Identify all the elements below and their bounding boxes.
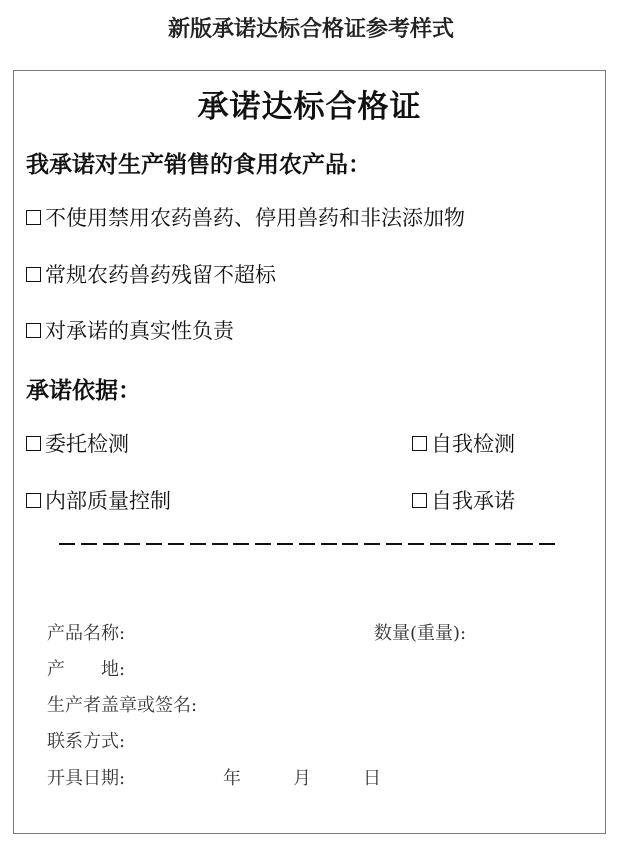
certificate-card — [13, 70, 606, 834]
checkbox[interactable] — [26, 493, 41, 508]
dash-segment — [233, 543, 249, 545]
dash-segment — [168, 543, 184, 545]
issue-date-month: 月 — [293, 768, 311, 789]
dash-segment — [408, 543, 424, 545]
pledge-item-residue-limit — [26, 259, 276, 289]
certificate-title: 承诺达标合格证 — [197, 89, 422, 125]
checkbox[interactable] — [26, 323, 41, 338]
basis-item-internal-control — [26, 485, 171, 515]
dash-segment — [277, 543, 293, 545]
dash-segment — [386, 543, 402, 545]
pledge-item-authenticity — [26, 315, 234, 345]
pledge-heading: 我承诺对生产销售的食用农产品： — [26, 152, 371, 178]
pledge-item-label: 对承诺的真实性负责 — [45, 319, 234, 343]
checkbox[interactable] — [26, 210, 41, 225]
checkbox[interactable] — [412, 493, 427, 508]
dash-segment — [59, 543, 75, 545]
dash-segment — [517, 543, 533, 545]
basis-item-label: 内部质量控制 — [45, 489, 171, 513]
producer-seal-field: 生产者盖章或签名: — [47, 695, 198, 716]
dash-segment — [124, 543, 140, 545]
dash-segment — [299, 543, 315, 545]
dash-segment — [103, 543, 119, 545]
product-name-field: 产品名称: — [47, 623, 126, 644]
pledge-item-no-banned-drugs — [26, 202, 465, 232]
pledge-item-label: 常规农药兽药残留不超标 — [45, 263, 276, 287]
issue-date-day: 日 — [363, 768, 381, 789]
checkbox[interactable] — [26, 436, 41, 451]
dash-segment — [146, 543, 162, 545]
dash-segment — [321, 543, 337, 545]
dash-segment — [255, 543, 271, 545]
dash-segment — [364, 543, 380, 545]
basis-item-self-test — [412, 428, 515, 458]
quantity-field: 数量(重量): — [374, 623, 467, 644]
pledge-item-label: 不使用禁用农药兽药、停用兽药和非法添加物 — [45, 206, 465, 230]
basis-item-self-commitment — [412, 485, 515, 515]
basis-item-label: 委托检测 — [45, 432, 129, 456]
dash-segment — [190, 543, 206, 545]
dash-segment — [473, 543, 489, 545]
origin-field: 产 地: — [47, 659, 126, 680]
dash-segment — [495, 543, 511, 545]
basis-item-label: 自我承诺 — [431, 489, 515, 513]
checkbox[interactable] — [412, 436, 427, 451]
dash-segment — [81, 543, 97, 545]
dash-segment — [430, 543, 446, 545]
basis-item-commissioned-test — [26, 428, 129, 458]
cut-line-divider — [59, 541, 563, 543]
dash-segment — [212, 543, 228, 545]
dash-segment — [539, 543, 555, 545]
basis-item-label: 自我检测 — [431, 432, 515, 456]
basis-heading: 承诺依据： — [26, 378, 141, 404]
checkbox[interactable] — [26, 267, 41, 282]
page-title: 新版承诺达标合格证参考样式 — [167, 17, 454, 42]
contact-field: 联系方式: — [47, 731, 126, 752]
dash-segment — [451, 543, 467, 545]
issue-date-year: 年 — [223, 768, 241, 789]
issue-date-field: 开具日期: — [47, 768, 126, 789]
dash-segment — [342, 543, 358, 545]
